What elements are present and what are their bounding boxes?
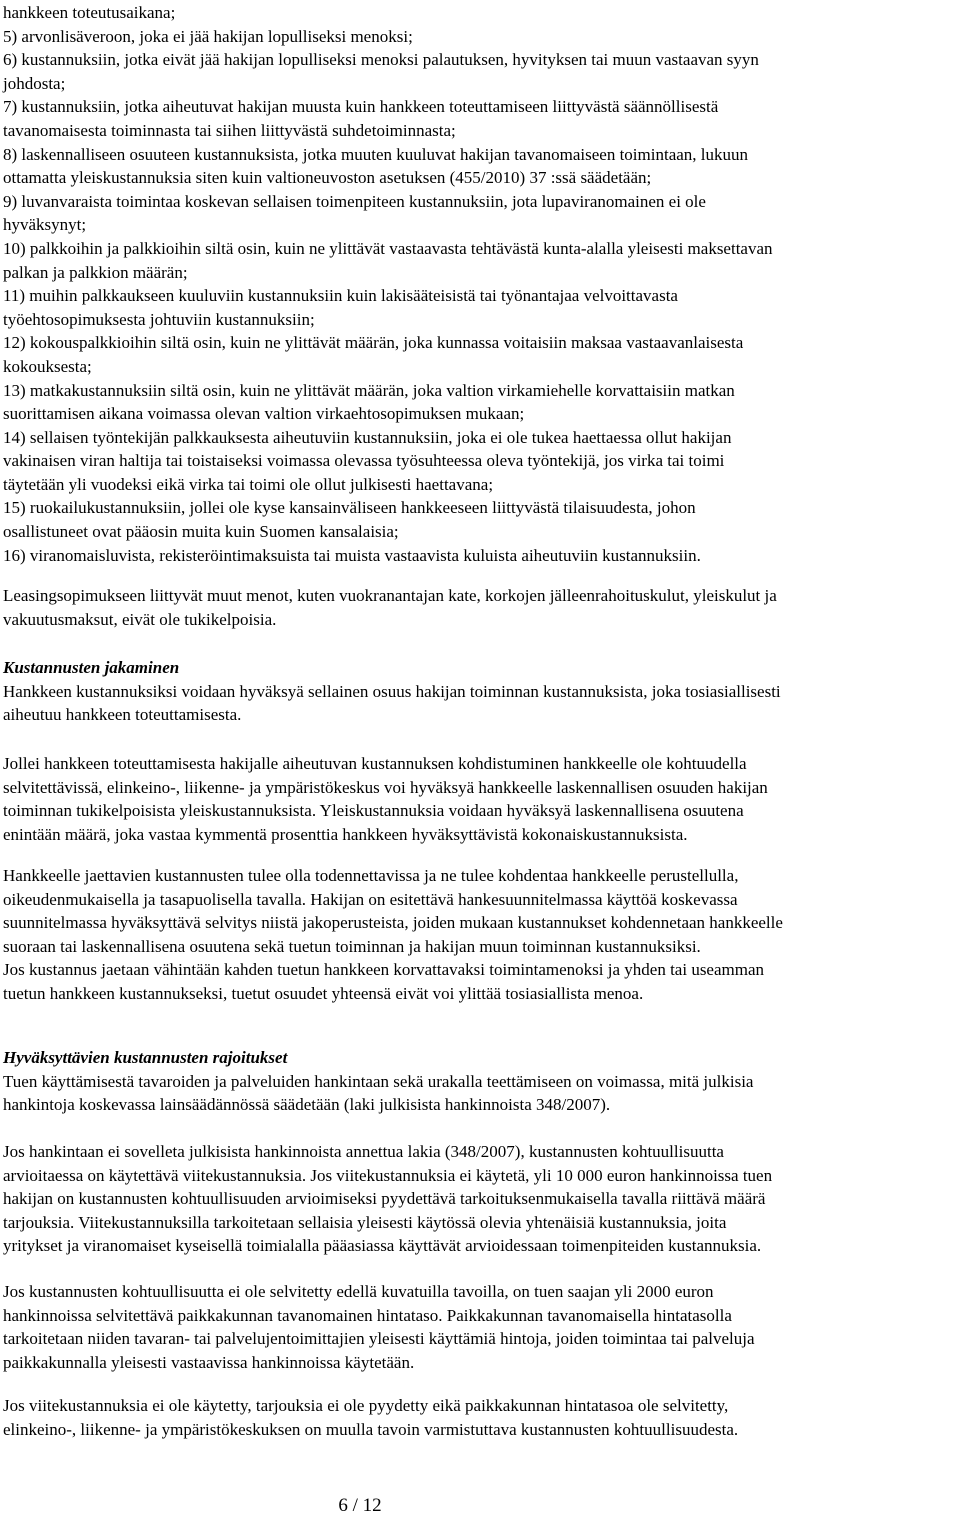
paragraph-line: hankintoja koskevassa lainsäädännössä säädetään (laki julkisista hankinnoista 348/2007). [3,1095,611,1115]
list-line: 14) sellaisen työntekijän palkkauksesta aiheutuviin kustannuksiin, joka ei ole tukea haettaessa ollut hakijan [3,427,732,447]
section-heading: Kustannusten jakaminen [3,658,180,677]
paragraph-line: yritykset ja viranomaiset kyseisellä toimialalla pääasiassa käyttävät arvioidessaan toimenpiteiden kustannuksia. [3,1236,762,1256]
paragraph-line: Jos kustannus jaetaan vähintään kahden tuetun hankkeen korvattavaksi toimintamenoksi ja yhden tai useamman [3,960,765,979]
list-line: johdosta; [3,73,66,93]
eligibility-list [3,1,773,567]
paragraph-line: suunnitelmassa hyväksyttävä selvitys niistä jakoperusteista, joiden mukaan kustannukset kohdennetaan hankkeelle [3,913,783,933]
list-line: ottamatta yleiskustannuksia siten kuin valtioneuvoston asetuksen (455/2010) 37 :ssä säädetään; [3,168,652,188]
paragraph-line: suoraan tai laskennallisena osuutena sekä tuetun toiminnan ja hakijan muun toiminnan kustannuksiksi. [3,936,701,956]
paragraph-line: Jos kustannusten kohtuullisuutta ei ole selvitetty edellä kuvatuilla tavoilla, on tuen saajan yli 2000 euron [3,1282,714,1301]
paragraph-line: enintään määrä, joka vastaa kymmentä prosenttia hankkeen hyväksyttävistä kokonaiskustannuksista. [3,824,688,844]
paragraph-line: hankinnoissa selvitettävä paikkakunnan tavanomainen hintataso. Paikkakunnan tavanomaisella hintatasolla [3,1305,732,1325]
paragraph-line: tarkoitetaan niiden tavaran- tai palvelujentoimittajien yleisesti käyttämiä hintoja, joiden toimintaa tai palveluja [3,1329,755,1349]
list-line: täytetään yli vuodeksi eikä virka tai toimi ole ollut julkisesti haettavana; [3,474,494,494]
list-line: työehtosopimuksesta johtuviin kustannuksiin; [3,309,315,329]
page-number: 6 / 12 [338,1495,382,1516]
paragraph-line: selvitettävissä, elinkeino-, liikenne- ja ympäristökeskus voi hyväksyä hankkeelle laskennallisen osuuden hakijan [3,777,768,797]
paragraph [3,584,777,631]
paragraph [3,1140,772,1258]
paragraph-line: vakuutusmaksut, eivät ole tukikelpoisia. [3,609,277,629]
paragraph-line: Tuen käyttämisestä tavaroiden ja palveluiden hankintaan sekä urakalla teettämiseen on voimassa, mitä julkisia [3,1071,754,1091]
section [3,656,781,727]
paragraph-line: hakijan on kustannusten kohtuullisuuden arvioimiseksi pyydettävä tarkoituksenmukaisella tavalla riittävä määrä [3,1189,766,1209]
list-line: 8) laskennalliseen osuuteen kustannuksista, jotka muuten kuuluvat hakijan tavanomaiseen toimintaan, lukuun [3,144,749,164]
list-line: 6) kustannuksiin, jotka eivät jää hakijan lopulliseksi menoksi palautuksen, hyvityksen tai muun vastaavan syyn [3,50,759,70]
section [3,1046,753,1117]
list-line: suorittamisen aikana voimassa olevan valtion virkaehtosopimuksen mukaan; [3,404,525,424]
list-line: 13) matkakustannuksiin siltä osin, kuin ne ylittävät määrän, joka valtion virkamiehelle korvattaisiin matkan [3,380,735,400]
paragraph [3,958,764,1005]
paragraph-line: Jos hankintaan ei sovelleta julkisista hankinnoista annettua lakia (348/2007), kustannusten kohtuullisuutta [3,1142,724,1161]
paragraph-line: Jos viitekustannuksia ei ole käytetty, tarjouksia ei ole pyydetty eikä paikkakunnan hintatasoa ole selvitetty, [3,1396,729,1415]
list-line: 10) palkkoihin ja palkkioihin siltä osin, kuin ne ylittävät vastaavasta tehtävästä kunta-alalla yleisesti maksettavan [3,238,773,258]
paragraph-line: tuetun hankkeen kustannukseksi, tuetut osuudet yhteensä eivät voi ylittää tosiasiallista menoa. [3,983,644,1003]
paragraph-line: Hankkeelle jaettavien kustannusten tulee olla todennettavissa ja ne tulee kohdentaa hankkeelle perustellulla, [3,866,739,885]
list-line: 11) muihin palkkaukseen kuuluviin kustannuksiin kuin lakisääteisistä tai työnantajaa velvoittavasta [3,286,678,306]
paragraph-line: arvioitaessa on käytettävä viitekustannuksia. Jos viitekustannuksia ei käytetä, yli 10 000 euron hankinnoissa tuen [3,1165,773,1185]
paragraph [3,864,783,958]
list-line: 5) arvonlisäveroon, joka ei jää hakijan lopulliseksi menoksi; [3,26,413,46]
list-line: 7) kustannuksiin, jotka aiheutuvat hakijan muusta kuin hankkeen toteuttamiseen liittyvästä säännöllisestä [3,97,719,117]
paragraph [3,1394,738,1441]
list-line: vakinaisen viran haltija tai toistaiseksi voimassa olevassa työsuhteessa oleva työntekijä, jos virka tai toimi [3,451,725,471]
paragraph-line: oikeudenmukaisella ja tasapuolisella tavalla. Hakijan on esitettävä hankesuunnitelmassa käyttöä koskevassa [3,889,738,909]
paragraph-line: Hankkeen kustannuksiksi voidaan hyväksyä sellainen osuus hakijan toiminnan kustannuksista, joka tosiasiallisesti [3,681,781,701]
paragraph-line: toiminnan tukikelpoisista yleiskustannuksista. Yleiskustannuksia voidaan hyväksyä laskennallisena osuutena [3,801,744,821]
paragraph-line: aiheutuu hankkeen toteuttamisesta. [3,705,242,725]
list-line: 9) luvanvaraista toimintaa koskevan sellaisen toimenpiteen kustannuksiin, jota lupaviranomainen ei ole [3,191,706,211]
paragraph [3,1280,755,1374]
list-line: kokouksesta; [3,356,92,376]
list-line: osallistuneet ovat pääosin muita kuin Suomen kansalaisia; [3,522,399,542]
list-line: palkan ja palkkion määrän; [3,262,188,282]
list-line: tavanomaisesta toiminnasta tai siihen liittyvästä suhdetoiminnasta; [3,120,456,140]
paragraph [3,752,768,846]
list-line: 15) ruokailukustannuksiin, jollei ole kyse kansainväliseen hankkeeseen liittyvästä tilaisuudesta, johon [3,498,696,518]
paragraph-line: Leasingsopimukseen liittyvät muut menot, kuten vuokranantajan kate, korkojen jälleenrahoituskulut, yleiskulut ja [3,586,777,605]
list-line: hankkeen toteutusaikana; [3,3,176,22]
list-line: 12) kokouspalkkioihin siltä osin, kuin ne ylittävät määrän, joka kunnassa voitaisiin maksaa vastaavanlaisesta [3,333,744,353]
paragraph-line: paikkakunnalla yleisesti vastaavissa hankinnoissa käytetään. [3,1352,415,1372]
list-line: 16) viranomaisluvista, rekisteröintimaksuista tai muista vastaavista kuluista aiheutuviin kustannuksiin. [3,545,701,565]
paragraph-line: Jollei hankkeen toteuttamisesta hakijalle aiheutuvan kustannuksen kohdistuminen hankkeelle ole kohtuudella [3,754,747,773]
paragraph-line: tarjouksia. Viitekustannuksilla tarkoitetaan sellaisia yleisesti käytössä olevia yhtenäisiä kustannuksia, joita [3,1212,727,1232]
list-line: hyväksynyt; [3,215,87,235]
section-heading: Hyväksyttävien kustannusten rajoitukset [3,1048,288,1067]
paragraph-line: elinkeino-, liikenne- ja ympäristökeskuksen on muulla tavoin varmistuttava kustannusten kohtuullisuudesta. [3,1419,739,1439]
